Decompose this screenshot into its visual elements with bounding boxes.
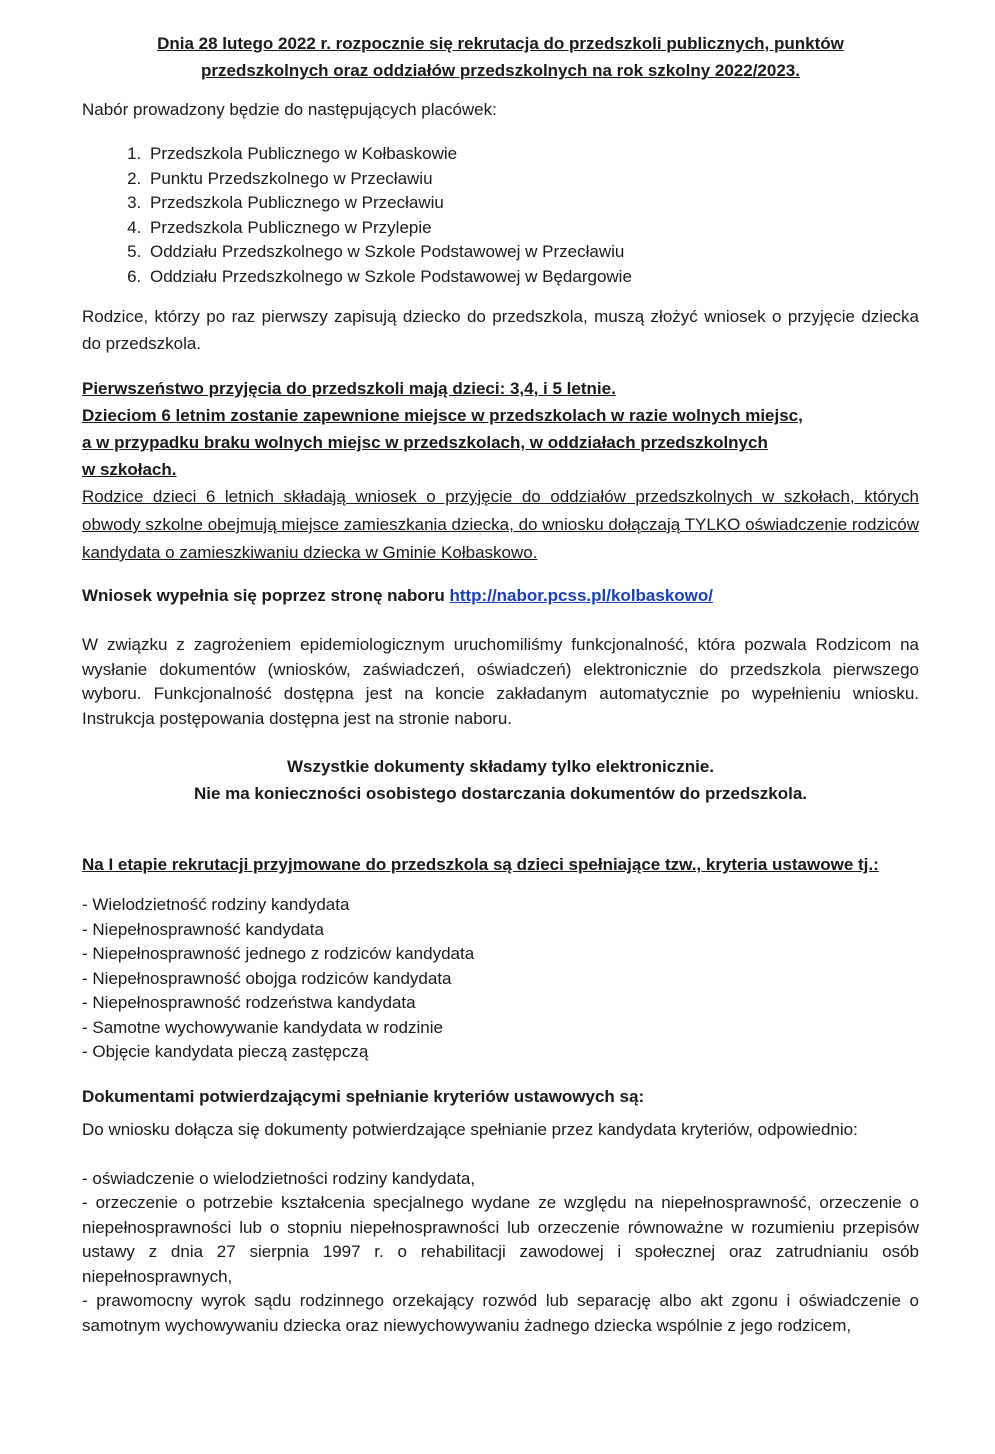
document-item: - orzeczenie o potrzebie kształcenia specjalnego wydane ze względu na niepełnosprawność, orzeczenie o niepełnosprawności lub o stopniu niepełnosprawności lub orzeczenie równoważne w rozumieniu przepisów ustawy z dnia 27 sierpnia 1997 r. o rehabilitacji zawodowej i społecznej oraz zatrudnianiu osób niepełnosprawnych,: [82, 1193, 919, 1286]
facility-item: 2. Punktu Przedszkolnego w Przecławiu: [146, 167, 919, 192]
priority-line-4: w szkołach.: [82, 460, 177, 479]
facility-item: 3. Przedszkola Publicznego w Przecławiu: [146, 191, 919, 216]
documents-intro: Do wniosku dołącza się dokumenty potwierdzające spełnianie przez kandydata kryteriów, odpowiednio:: [82, 1119, 858, 1139]
criteria-item: - Wielodzietność rodziny kandydata: [82, 895, 350, 914]
documents-heading: Dokumentami potwierdzającymi spełnianie kryteriów ustawowych są:: [82, 1086, 645, 1106]
epidemic-paragraph: W związku z zagrożeniem epidemiologicznym uruchomiliśmy funkcjonalność, która pozwala Rodzicom na wysłanie dokumentów (wniosków, zaświadczeń, oświadczeń) elektronicznie do przedszkola pierwszego wyboru. Funkcjonalność dostępna jest na koncie zakładanym automatycznie po wypełnieniu wniosku. Instrukcja postępowania dostępna jest na stronie naboru.: [82, 635, 919, 728]
application-form-line: [82, 583, 919, 609]
electronic-line-1: Wszystkie dokumenty składamy tylko elektronicznie.: [286, 757, 715, 776]
facility-item: 5. Oddziału Przedszkolnego w Szkole Podstawowej w Przecławiu: [146, 240, 919, 265]
document-title: [82, 30, 919, 84]
facility-item: 4. Przedszkola Publicznego w Przylepie: [146, 216, 919, 241]
title-line-2: przedszkolnych oraz oddziałów przedszkolnych na rok szkolny 2022/2023.: [201, 61, 800, 80]
form-text: Wniosek wypełnia się poprzez stronę naboru: [82, 586, 450, 605]
criteria-item: - Objęcie kandydata pieczą zastępczą: [82, 1042, 369, 1061]
priority-line-1: Pierwszeństwo przyjęcia do przedszkoli mają dzieci: 3,4, i 5 letnie.: [82, 379, 616, 398]
priority-line-2: Dzieciom 6 letnim zostanie zapewnione miejsce w przedszkolach w razie wolnych miejsc,: [82, 406, 803, 425]
facility-item: 1. Przedszkola Publicznego w Kołbaskowie: [146, 142, 919, 167]
parents-note: Rodzice, którzy po raz pierwszy zapisują dziecko do przedszkola, muszą złożyć wniosek o przyjęcie dziecka do przedszkola.: [82, 307, 919, 353]
recruitment-link[interactable]: http://nabor.pcss.pl/kolbaskowo/: [449, 586, 714, 605]
priority-line-3: a w przypadku braku wolnych miejsc w przedszkolach, w oddziałach przedszkolnych: [82, 433, 768, 452]
intro-paragraph: Nabór prowadzony będzie do następujących placówek:: [82, 100, 497, 119]
document-item: - prawomocny wyrok sądu rodzinnego orzekający rozwód lub separację albo akt zgonu i oświadczenie o samotnym wychowywaniu dziecka oraz niewychowywaniu żadnego dziecka wspólnie z jego rodzicem,: [82, 1291, 919, 1335]
facilities-list: [82, 142, 919, 289]
criteria-item: - Samotne wychowywanie kandydata w rodzinie: [82, 1017, 443, 1037]
priority-note: Rodzice dzieci 6 letnich składają wniosek o przyjęcie do oddziałów przedszkolnych w szkołach, których obwody szkolne obejmują miejsce zamieszkania dziecka, do wniosku dołączają TYLKO oświadczenie rodziców kandydata o zamieszkiwaniu dziecka w Gminie Kołbaskowo.: [82, 487, 919, 562]
priority-section: [82, 375, 919, 483]
electronic-line-2: Nie ma konieczności osobistego dostarczania dokumentów do przedszkola.: [193, 784, 808, 803]
title-line-1: Dnia 28 lutego 2022 r. rozpocznie się rekrutacja do przedszkoli publicznych, punktów: [157, 34, 844, 53]
facility-item: 6. Oddziału Przedszkolnego w Szkole Podstawowej w Będargowie: [146, 265, 919, 290]
criteria-list: [82, 893, 919, 1065]
criteria-item: - Niepełnosprawność kandydata: [82, 919, 324, 939]
criteria-item: - Niepełnosprawność rodzeństwa kandydata: [82, 993, 416, 1012]
document-item: - oświadczenie o wielodzietności rodziny kandydata,: [82, 1168, 476, 1188]
criteria-item: - Niepełnosprawność jednego z rodziców kandydata: [82, 944, 475, 963]
electronic-notice: [82, 753, 919, 807]
criteria-item: - Niepełnosprawność obojga rodziców kandydata: [82, 968, 452, 988]
stage1-heading: Na I etapie rekrutacji przyjmowane do przedszkola są dzieci spełniające tzw., kryteria ustawowe tj.:: [82, 855, 879, 874]
